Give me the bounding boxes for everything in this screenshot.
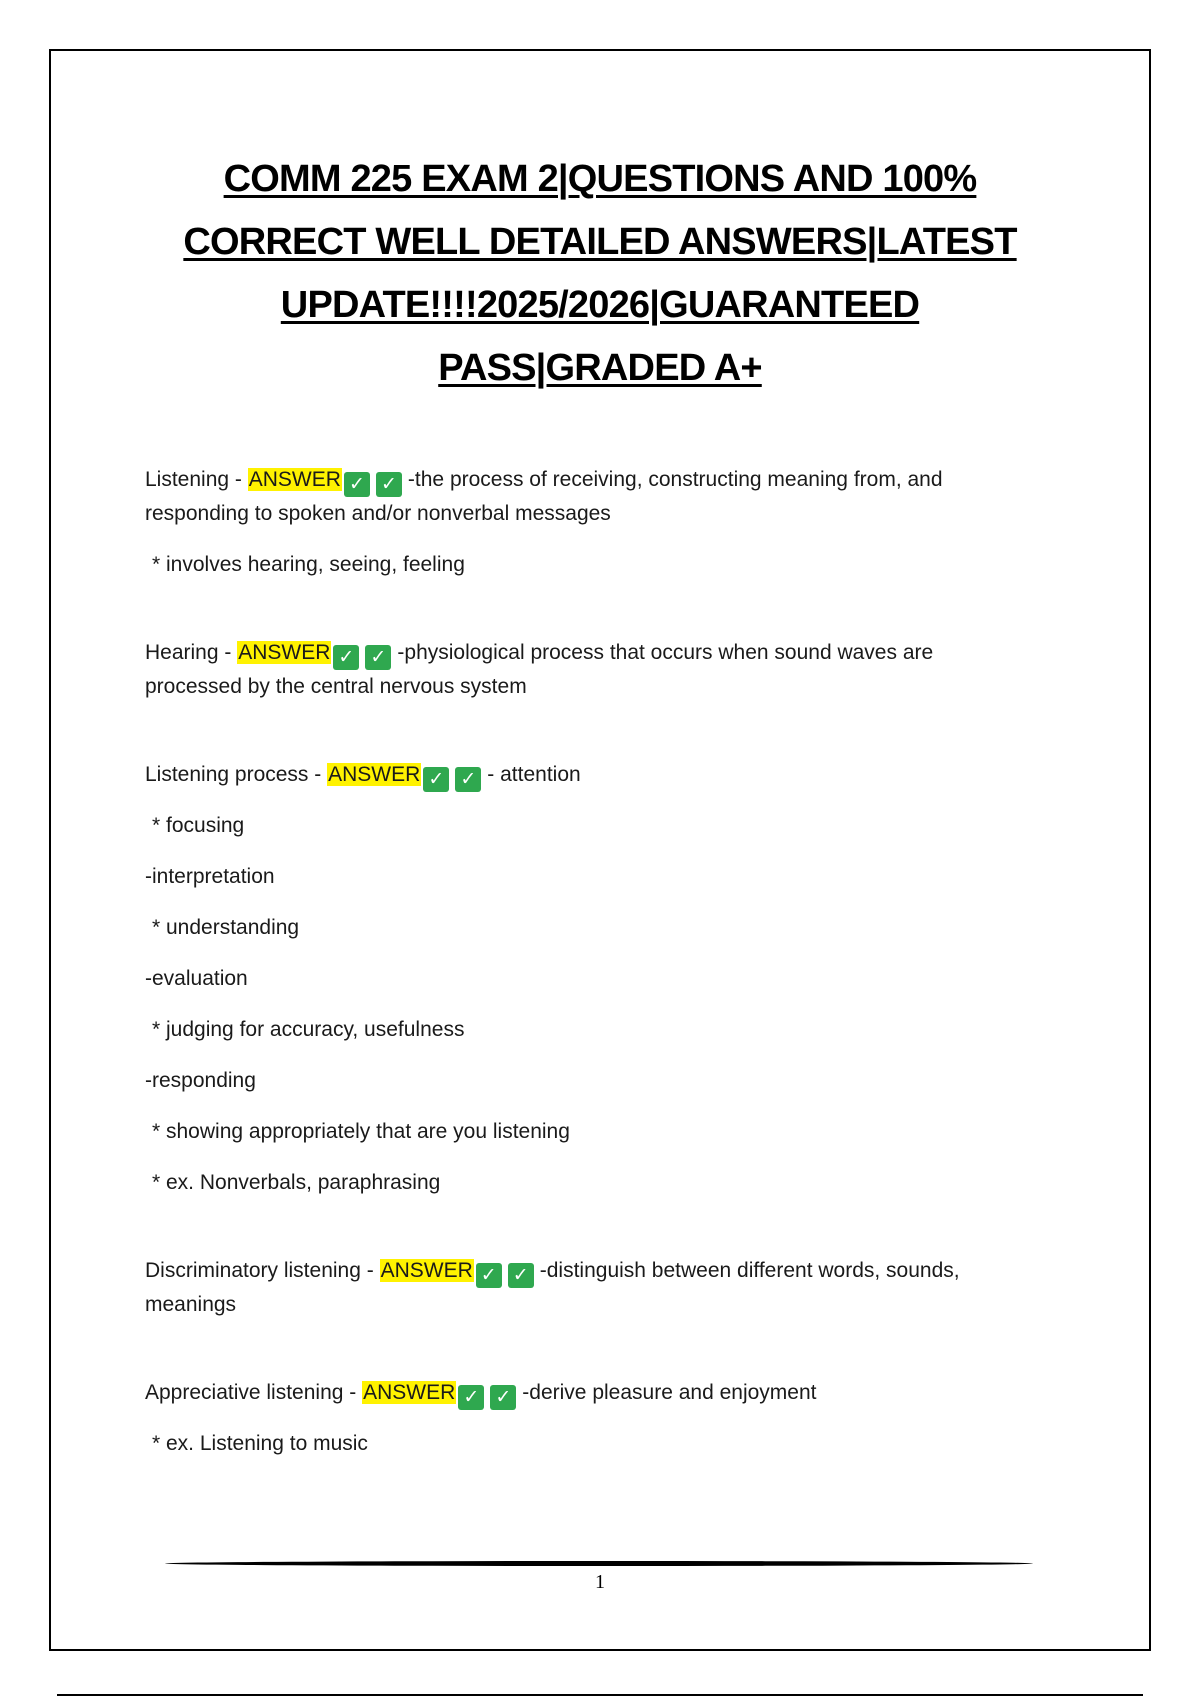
check-mark-icon: ✓ xyxy=(423,767,449,792)
qa-entry xyxy=(145,1376,1025,1461)
footer-divider xyxy=(165,1561,1033,1566)
entry-detail: -responding xyxy=(145,1069,256,1092)
entry-term: Listening process - xyxy=(145,763,328,786)
entry-detail: * showing appropriately that are you listening xyxy=(152,1120,570,1143)
entry-definition: -physiological process that occurs when sound waves are processed by the central nervous system xyxy=(145,641,934,698)
entry-definition-line xyxy=(145,463,1025,531)
answer-label: ANSWER xyxy=(363,1381,456,1404)
title-line: COMM 225 EXAM 2|QUESTIONS AND 100% xyxy=(223,158,977,200)
title-line: PASS|GRADED A+ xyxy=(438,347,762,389)
entry-detail: -evaluation xyxy=(145,967,248,990)
qa-entry xyxy=(145,1254,1025,1322)
entry-detail: * focusing xyxy=(152,814,245,837)
entry-detail: * ex. Nonverbals, paraphrasing xyxy=(152,1171,441,1194)
qa-entry xyxy=(145,758,1025,1200)
entry-term: Appreciative listening - xyxy=(145,1381,363,1404)
entry-detail: -interpretation xyxy=(145,865,275,888)
answer-label: ANSWER xyxy=(238,641,331,664)
check-mark-icon: ✓ xyxy=(455,767,481,792)
entry-detail: * understanding xyxy=(152,916,300,939)
check-mark-icon: ✓ xyxy=(458,1385,484,1410)
answer-label: ANSWER xyxy=(328,763,421,786)
bottom-divider xyxy=(57,1694,1143,1696)
document-title xyxy=(150,148,1050,400)
entry-detail: * involves hearing, seeing, feeling xyxy=(152,553,465,576)
answer-label: ANSWER xyxy=(248,468,341,491)
entry-detail: * ex. Listening to music xyxy=(152,1432,368,1455)
entry-definition: - attention xyxy=(487,763,581,786)
check-mark-icon: ✓ xyxy=(344,472,370,497)
title-line: CORRECT WELL DETAILED ANSWERS|LATEST xyxy=(183,221,1017,263)
title-line: UPDATE!!!!2025/2026|GUARANTEED xyxy=(280,284,920,326)
qa-entry xyxy=(145,463,1025,582)
check-mark-icon: ✓ xyxy=(376,472,402,497)
entry-term: Listening - xyxy=(145,468,248,491)
entry-detail: * judging for accuracy, usefulness xyxy=(152,1018,465,1041)
entry-definition-line xyxy=(145,636,1025,704)
check-mark-icon: ✓ xyxy=(508,1263,534,1288)
check-mark-icon: ✓ xyxy=(333,645,359,670)
check-mark-icon: ✓ xyxy=(365,645,391,670)
answer-label: ANSWER xyxy=(380,1259,473,1282)
entry-definition-line xyxy=(145,1254,1025,1322)
entry-term: Discriminatory listening - xyxy=(145,1259,380,1282)
qa-entries xyxy=(145,463,1025,1515)
entry-definition: -derive pleasure and enjoyment xyxy=(522,1381,817,1404)
check-mark-icon: ✓ xyxy=(476,1263,502,1288)
entry-definition: -the process of receiving, constructing meaning from, and responding to spoken and/or nonverbal messages xyxy=(145,468,943,525)
page-number: 1 xyxy=(595,1571,605,1593)
entry-definition: -distinguish between different words, sounds, meanings xyxy=(145,1259,960,1316)
entry-definition-line xyxy=(145,1376,1025,1410)
qa-entry xyxy=(145,636,1025,704)
entry-definition-line xyxy=(145,758,1025,792)
entry-term: Hearing - xyxy=(145,641,238,664)
check-mark-icon: ✓ xyxy=(490,1385,516,1410)
